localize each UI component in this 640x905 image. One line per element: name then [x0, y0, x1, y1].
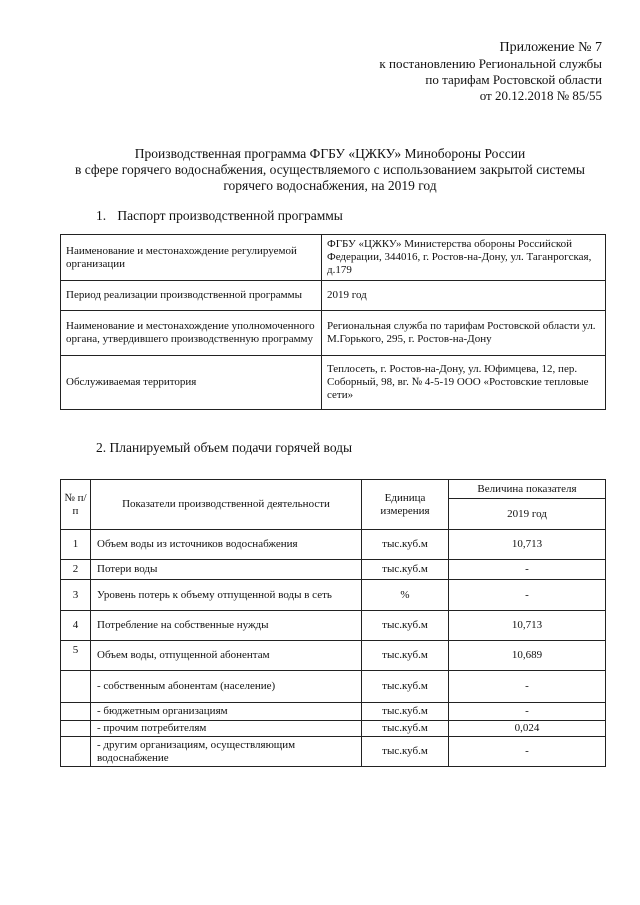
- row-name: - другим организациям, осуществляющим водоснабжение: [91, 737, 362, 767]
- passport-label: Период реализации производственной программы: [61, 281, 322, 311]
- table-row: [61, 580, 606, 611]
- row-unit: %: [362, 580, 449, 611]
- row-num: [61, 737, 91, 767]
- row-num: [61, 703, 91, 721]
- appendix-line-2: к постановлению Региональной службы: [379, 56, 602, 71]
- table-row: [61, 560, 606, 580]
- row-value: 10,713: [449, 611, 606, 641]
- row-name: - бюджетным организациям: [91, 703, 362, 721]
- title-line-3: горячего водоснабжения, на 2019 год: [223, 178, 437, 193]
- row-name: Потери воды: [91, 560, 362, 580]
- volume-table: [60, 479, 606, 767]
- row-name: Объем воды, отпущенной абонентам: [91, 641, 362, 671]
- row-unit: тыс.куб.м: [362, 671, 449, 703]
- row-value: -: [449, 580, 606, 611]
- row-num: [61, 671, 91, 703]
- header-unit: Единица измерения: [362, 480, 449, 530]
- table-row: [61, 356, 606, 410]
- passport-value: Региональная служба по тарифам Ростовской области ул. М.Горького, 295, г. Ростов-на-Дону: [322, 311, 606, 356]
- appendix-header: [342, 40, 602, 104]
- section-1-number: 1.: [96, 208, 107, 223]
- row-num: 5: [61, 641, 91, 671]
- table-row: [61, 737, 606, 767]
- row-name: - прочим потребителям: [91, 721, 362, 737]
- row-value: -: [449, 703, 606, 721]
- row-unit: тыс.куб.м: [362, 611, 449, 641]
- header-row: [61, 480, 606, 499]
- row-name: - собственным абонентам (население): [91, 671, 362, 703]
- row-value: -: [449, 737, 606, 767]
- passport-label: Наименование и местонахождение регулируемой организации: [61, 235, 322, 281]
- header-value-group: Величина показателя: [449, 480, 606, 499]
- row-num: [61, 721, 91, 737]
- row-name: Потребление на собственные нужды: [91, 611, 362, 641]
- section-1-title: Паспорт производственной программы: [117, 208, 343, 223]
- table-row: [61, 703, 606, 721]
- row-num: 1: [61, 530, 91, 560]
- header-num: № п/п: [61, 480, 91, 530]
- row-unit: тыс.куб.м: [362, 641, 449, 671]
- row-unit: тыс.куб.м: [362, 703, 449, 721]
- passport-label: Обслуживаемая территория: [61, 356, 322, 410]
- appendix-line-1: Приложение № 7: [499, 40, 602, 55]
- row-unit: тыс.куб.м: [362, 737, 449, 767]
- row-num: 2: [61, 560, 91, 580]
- table-row: [61, 671, 606, 703]
- table-row: [61, 235, 606, 281]
- row-value: 10,689: [449, 641, 606, 671]
- appendix-line-3: по тарифам Ростовской области: [425, 72, 602, 87]
- table-row: [61, 530, 606, 560]
- table-row: [61, 641, 606, 671]
- title-line-1: Производственная программа ФГБУ «ЦЖКУ» Минобороны России: [134, 146, 526, 161]
- table-row: [61, 611, 606, 641]
- section-1-heading: [96, 208, 343, 224]
- appendix-line-4: от 20.12.2018 № 85/55: [479, 88, 602, 103]
- passport-value: Теплосеть, г. Ростов-на-Дону, ул. Юфимцева, 12, пер. Соборный, 98, вг. № 4-5-19 ООО «Ростовские тепловые сети»: [322, 356, 606, 410]
- row-value: -: [449, 671, 606, 703]
- document-title: [40, 146, 620, 194]
- passport-value: 2019 год: [322, 281, 606, 311]
- row-unit: тыс.куб.м: [362, 560, 449, 580]
- section-2-heading: 2. Планируемый объем подачи горячей воды: [96, 440, 353, 455]
- passport-value: ФГБУ «ЦЖКУ» Министерства обороны Российской Федерации, 344016, г. Ростов-на-Дону, ул. Таганрогская, д.179: [322, 235, 606, 281]
- header-year: 2019 год: [449, 499, 606, 530]
- row-value: -: [449, 560, 606, 580]
- row-unit: тыс.куб.м: [362, 530, 449, 560]
- header-indicator: Показатели производственной деятельности: [91, 480, 362, 530]
- row-num: 3: [61, 580, 91, 611]
- row-name: Объем воды из источников водоснабжения: [91, 530, 362, 560]
- table-row: [61, 311, 606, 356]
- table-row: [61, 281, 606, 311]
- row-unit: тыс.куб.м: [362, 721, 449, 737]
- row-name: Уровень потерь к объему отпущенной воды в сеть: [91, 580, 362, 611]
- row-num: 4: [61, 611, 91, 641]
- row-value: 10,713: [449, 530, 606, 560]
- row-value: 0,024: [449, 721, 606, 737]
- passport-label: Наименование и местонахождение уполномоченного органа, утвердившего производственную программу: [61, 311, 322, 356]
- table-row: [61, 721, 606, 737]
- passport-table: [60, 234, 606, 410]
- title-line-2: в сфере горячего водоснабжения, осуществляемого с использованием закрытой системы: [74, 162, 585, 177]
